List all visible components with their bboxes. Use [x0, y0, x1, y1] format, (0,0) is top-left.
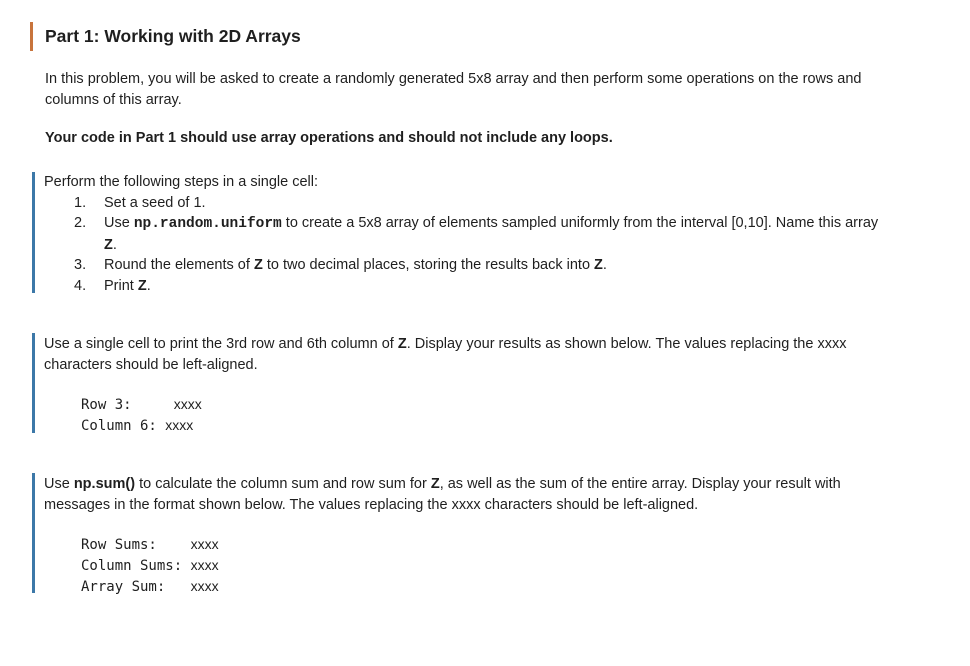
steps-list	[44, 193, 889, 297]
output-placeholder: xxxx	[190, 557, 219, 573]
step-text: .	[146, 277, 151, 294]
function-name: np.sum()	[73, 476, 136, 492]
step-text: .	[602, 257, 607, 273]
output-placeholder: xxxx	[165, 417, 194, 433]
output-label: Row Sums:	[81, 537, 191, 553]
step-number: 4.	[74, 277, 87, 294]
variable-name: Z	[137, 277, 147, 294]
variable-name: Z	[594, 257, 603, 273]
row-column-block-bar	[32, 333, 35, 433]
sum-block-bar	[32, 473, 35, 593]
output-placeholder: xxxx	[173, 396, 202, 412]
step-text: Round the elements of	[104, 257, 254, 273]
intro-paragraph: In this problem, you will be asked to create a randomly generated 5x8 array and then perform some operations on the rows and columns of this array.	[45, 71, 862, 108]
variable-name: Z	[397, 336, 407, 352]
step-number: 2.	[74, 215, 87, 231]
step-text: Print	[104, 277, 138, 294]
step-text: to create a 5x8 array of elements sampled uniformly from the interval [0,10]. Name this array	[281, 215, 879, 231]
instruction-text: Use	[44, 476, 74, 492]
steps-lead: Perform the following steps in a single cell:	[44, 174, 319, 190]
instruction-text: , as well as the sum of the entire array. Display your result with messages in the format shown below. The values replacing the xxxx characters should be left-aligned.	[44, 476, 841, 513]
inline-code: np.random.uniform	[133, 216, 282, 232]
instruction-text: to calculate the column sum and row sum for	[135, 476, 431, 492]
step-number: 3.	[74, 257, 87, 273]
step-item	[44, 255, 889, 276]
step-text: to two decimal places, storing the results back into	[262, 257, 595, 273]
sum-output-example	[44, 534, 889, 597]
output-placeholder: xxxx	[190, 536, 219, 552]
section-heading: Part 1: Working with 2D Arrays	[45, 26, 301, 46]
step-text: Set a seed of 1.	[104, 194, 206, 211]
heading-accent-bar	[30, 22, 33, 51]
variable-name: Z	[253, 257, 263, 273]
instruction-text: . Display your results as shown below. The values replacing the xxxx characters should be left-aligned.	[44, 336, 847, 373]
sum-instructions	[44, 474, 889, 515]
variable-name: Z	[430, 476, 440, 492]
output-placeholder: xxxx	[190, 578, 219, 594]
no-loops-note: Your code in Part 1 should use array operations and should not include any loops.	[45, 130, 613, 146]
output-label: Column Sums:	[81, 558, 191, 574]
row-column-instructions	[44, 334, 889, 375]
output-label: Array Sum:	[81, 579, 191, 595]
steps-block-bar	[32, 172, 35, 293]
step-text: .	[112, 236, 117, 253]
instruction-text: Use a single cell to print the 3rd row and 6th column of	[44, 336, 398, 352]
output-label: Column 6:	[81, 418, 166, 434]
row-column-output-example	[44, 394, 889, 436]
step-item	[44, 193, 889, 214]
step-item	[44, 276, 889, 297]
step-item	[44, 213, 889, 255]
step-number: 1.	[74, 194, 87, 211]
output-label: Row 3:	[81, 397, 174, 413]
step-text: Use	[104, 215, 134, 231]
variable-name: Z	[104, 236, 113, 253]
